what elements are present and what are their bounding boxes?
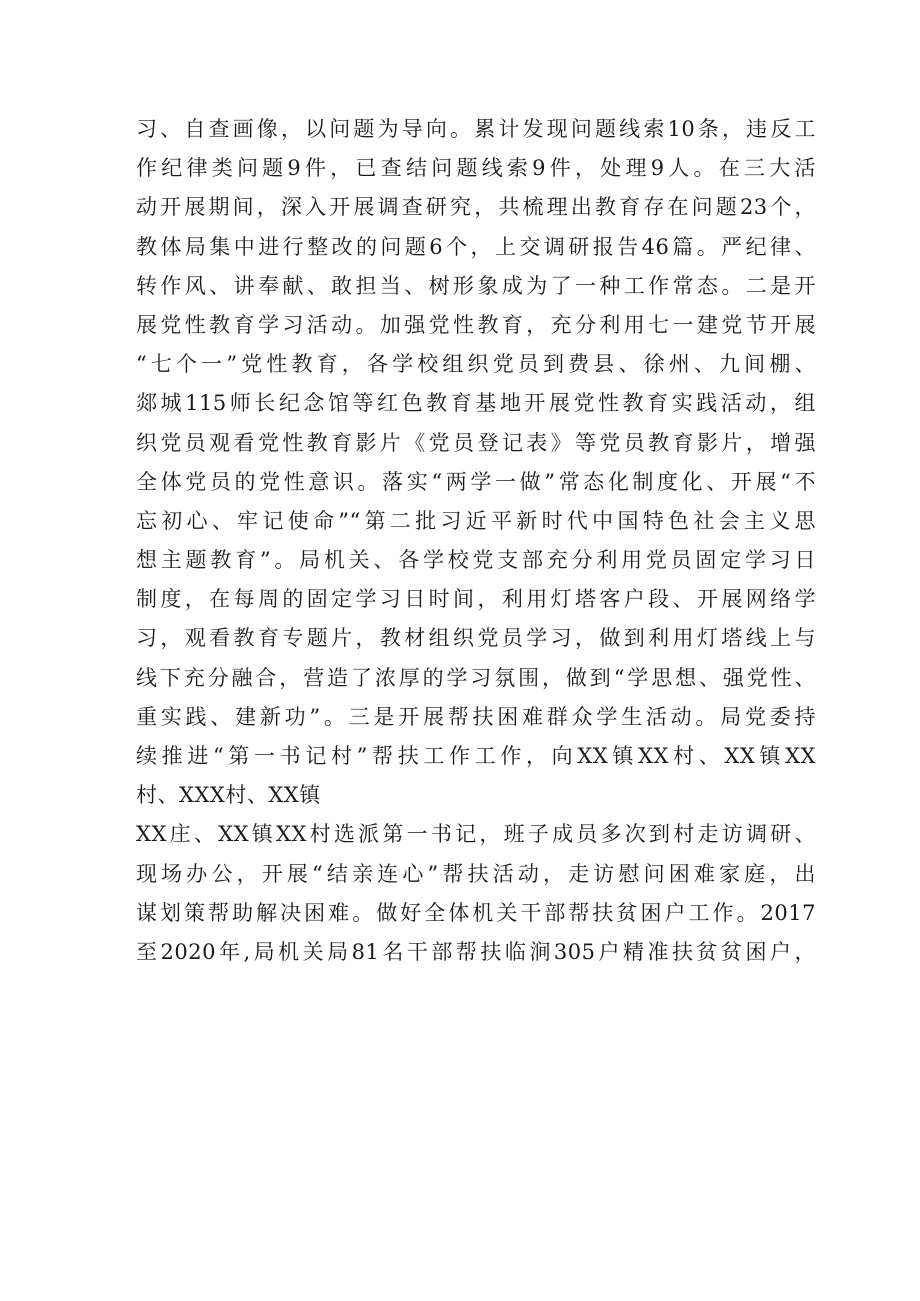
- text-line: 习，观看教育专题片，教材组织党员学习，做到利用灯塔线上与: [136, 626, 816, 651]
- text-line: 展党性教育学习活动。加强党性教育，充分利用七一建党节开展: [136, 312, 816, 337]
- text-line: 谋划策帮助解决困难。做好全体机关干部帮扶贫困户工作。2017: [136, 900, 816, 925]
- text-line: 线下充分融合，营造了浓厚的学习氛围，做到“学思想、强党性、: [136, 665, 816, 690]
- text-line: 村、XXX村、XX镇: [136, 783, 321, 808]
- text-line: 动开展期间，深入开展调查研究，共梳理出教育存在问题23个，: [136, 195, 816, 220]
- text-line: 教体局集中进行整改的问题6个，上交调研报告46篇。严纪律、: [136, 234, 816, 259]
- text-line: 想主题教育”。局机关、各学校党支部充分利用党员固定学习日: [136, 548, 816, 573]
- text-line: 全体党员的党性意识。落实“两学一做”常态化制度化、开展“不: [136, 469, 816, 494]
- text-line: 制度，在每周的固定学习日时间，利用灯塔客户段、开展网络学: [136, 587, 816, 612]
- text-line: 郯城115师长纪念馆等红色教育基地开展党性教育实践活动，组: [136, 391, 816, 416]
- text-line: 作纪律类问题9件，已查结问题线索9件，处理9人。在三大活: [136, 156, 816, 181]
- text-line: 现场办公，开展“结亲连心”帮扶活动，走访慰问困难家庭，出: [136, 861, 816, 886]
- text-line: XX庄、XX镇XX村选派第一书记，班子成员多次到村走访调研、: [136, 822, 816, 847]
- text-line: 至2020年,局机关局81名干部帮扶临涧305户精准扶贫贫困户，: [136, 939, 816, 964]
- text-line: 忘初心、牢记使命”“第二批习近平新时代中国特色社会主义思: [136, 508, 816, 533]
- text-line: 续推进“第一书记村”帮扶工作工作，向XX镇XX村、XX镇XX: [136, 744, 816, 768]
- text-line: 习、自查画像，以问题为导向。累计发现问题线索10条，违反工: [136, 117, 816, 141]
- text-line: “七个一”党性教育，各学校组织党员到费县、徐州、九间棚、: [136, 352, 816, 377]
- document-body: [136, 110, 816, 972]
- text-line: 织党员观看党性教育影片《党员登记表》等党员教育影片，增强: [136, 430, 816, 455]
- text-line: 重实践、建新功”。三是开展帮扶困难群众学生活动。局党委持: [136, 704, 816, 729]
- text-line: 转作风、讲奉献、敢担当、树形象成为了一种工作常态。二是开: [136, 273, 816, 298]
